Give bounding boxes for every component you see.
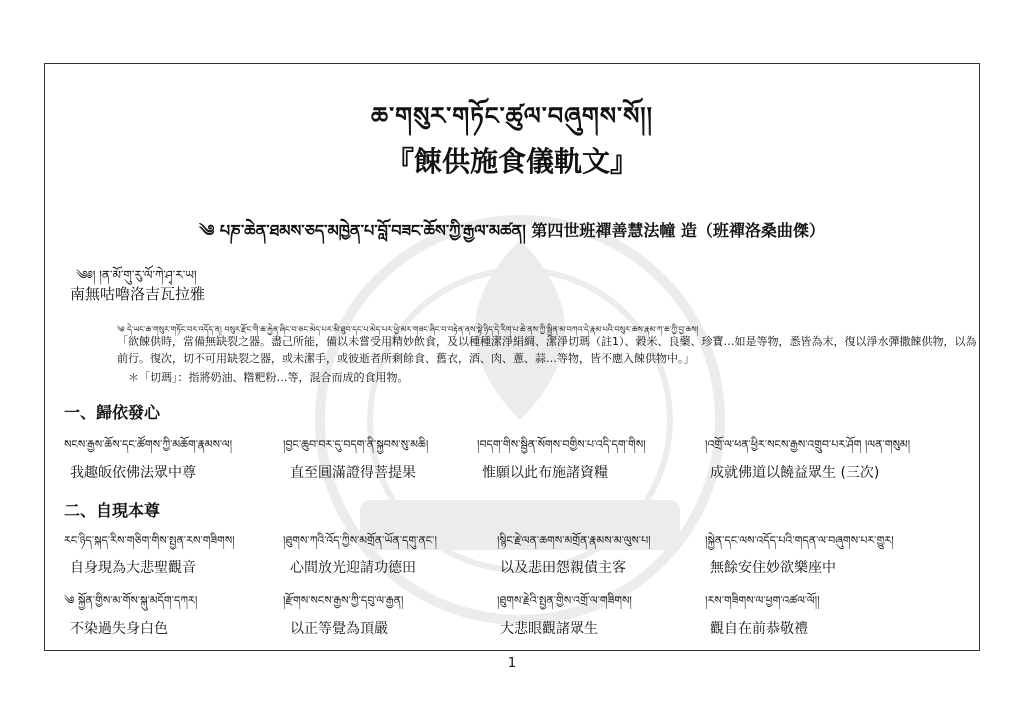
verse-chinese: 以及悲田怨親債主客 — [500, 560, 626, 576]
preface-chinese: 「欲餗供時，當備無缺裂之器。盡己所能，備以未嘗受用精妙飲食，及以種種潔淨絹綢、潔淨切瑪（註1）、穀米、良藥、珍寶…如是等物，悉皆為末，復以淨水彈撒餗供物，以為前行。復次，切不可用缺裂之器，或未潔手，或彼逝者所剩餘食、舊衣，酒、肉、蔥、蒜…等物，皆不應入餗供物中。」 — [117, 335, 977, 365]
verse-chinese: 成就佛道以饒益眾生 (三次) — [710, 465, 880, 481]
verse-tibetan: །ཐུགས་རྗེའི་སྤྱན་གྱིས་འགྲོ་ལ་གཟིགས། — [497, 594, 632, 607]
verse-tibetan: །སྙིང་རྗེ་ལན་ཆགས་མགྲོན་རྣམས་མ་ལུས་པ། — [497, 534, 651, 547]
invocation-chinese: 南無咕嚕洛吉瓦拉雅 — [70, 285, 206, 303]
tibetan-title: ཆ་གསུར་གཏོང་ཚུལ་བཞུགས་སོ།། — [371, 101, 653, 130]
preface-note: ＊「切瑪」：指將奶油、糌粑粉…等，混合而成的食用物。 — [128, 371, 409, 384]
verse-tibetan: །ཐུགས་ཀའི་འོད་ཀྱིས་མགྲོན་ཡོན་དགུ་ནང་། — [283, 534, 437, 547]
verse-chinese: 觀自在前恭敬禮 — [710, 621, 808, 637]
invocation-tibetan: ༄༅། །ན་མོ་གུ་རུ་ལོ་ཀེ་ཤྭ་ར་ཡ། — [76, 268, 197, 282]
verse-tibetan: །སྐྱེན་དང་ལས་འདོད་པའི་གདན་ལ་བཞུགས་པར་གྱུར། — [705, 534, 894, 547]
section-title-self-generation: 二、自現本尊 — [64, 501, 161, 520]
verse-chinese: 無餘安住妙欲樂座中 — [710, 560, 836, 576]
verse-tibetan: རང་ཉིད་སྐད་རིས་གཅིག་གིས་སྤྱན་རས་གཟིགས། — [64, 534, 235, 547]
verse-tibetan: ༄ སྐྱོན་གྱིས་མ་གོས་སྐུ་མདོག་དཀར། — [64, 594, 198, 607]
verse-tibetan: །རས་གཟིགས་ལ་ཕྱག་འཚལ་ལོ།། — [705, 594, 820, 607]
verse-chinese: 我趣皈依佛法眾中尊 — [70, 465, 196, 481]
verse-tibetan: སངས་རྒྱས་ཆོས་དང་ཚོགས་ཀྱི་མཆོག་རྣམས་ལ། — [64, 438, 233, 451]
chinese-title: 『餗供施食儀軌文』 — [385, 145, 638, 178]
verse-chinese: 心間放光迎請功德田 — [290, 560, 416, 576]
verse-chinese: 自身現為大悲聖觀音 — [70, 560, 196, 576]
verse-tibetan: །བདག་གིས་སྦྱིན་སོགས་བགྱིས་པ་འདི་དག་གིས། — [477, 438, 646, 451]
verse-chinese: 以正等覺為頂嚴 — [290, 621, 388, 637]
verse-chinese: 惟願以此布施諸資糧 — [482, 465, 608, 481]
verse-chinese: 直至圓滿證得菩提果 — [290, 465, 416, 481]
section-title-refuge: 一、歸依發心 — [64, 403, 161, 422]
verse-chinese: 不染過失身白色 — [70, 621, 168, 637]
verse-tibetan: །འགྲོ་ལ་ཕན་ཕྱིར་སངས་རྒྱས་འགྲུབ་པར་ཤོག །ལན་གསུམ། — [705, 438, 911, 451]
author-line: ༄ པཎ་ཆེན་ཐམས་ཅད་མཁྱེན་པ་བློ་བཟང་ཆོས་ཀྱི་རྒྱལ་མཚན། 第四世班禪善慧法幢 造（班禪洛桑曲傑） — [199, 221, 825, 240]
preface-tibetan: ༄ དེ་ཡང་ཆ་གསུར་གཏོང་བར་འདོད་ན། བསུར་རྫོང་གི་ཆ་རྐྱེན་ཞིང་བ་ཅང་མེད་པར་མི་ཐུབ་དང་པ་མེད་པར་ཕྱེ་མར་གཟང་ཞིང་བ་བརྟེན་ནས་སྟེ་ཉིད་དེ་རིག་པ་ཆེ་ནས་ཀྱི་སྦྱིན་མ་བཀའ་དེ་རྣམ་པའི་བསུར་ཆས་རྣམ་ཀ་ཆ་ཀྱི་བྱ་ཆས། — [117, 325, 699, 334]
verse-tibetan: །བྱང་ཆུབ་བར་དུ་བདག་ནི་སྐྱབས་སུ་མཆི། — [283, 438, 429, 451]
verse-chinese: 大悲眼觀諸眾生 — [500, 621, 598, 637]
page-number: 1 — [507, 656, 517, 671]
verse-tibetan: །རྫོགས་སངས་རྒྱས་ཀྱི་དབུ་ལ་རྒྱན། — [283, 594, 404, 607]
